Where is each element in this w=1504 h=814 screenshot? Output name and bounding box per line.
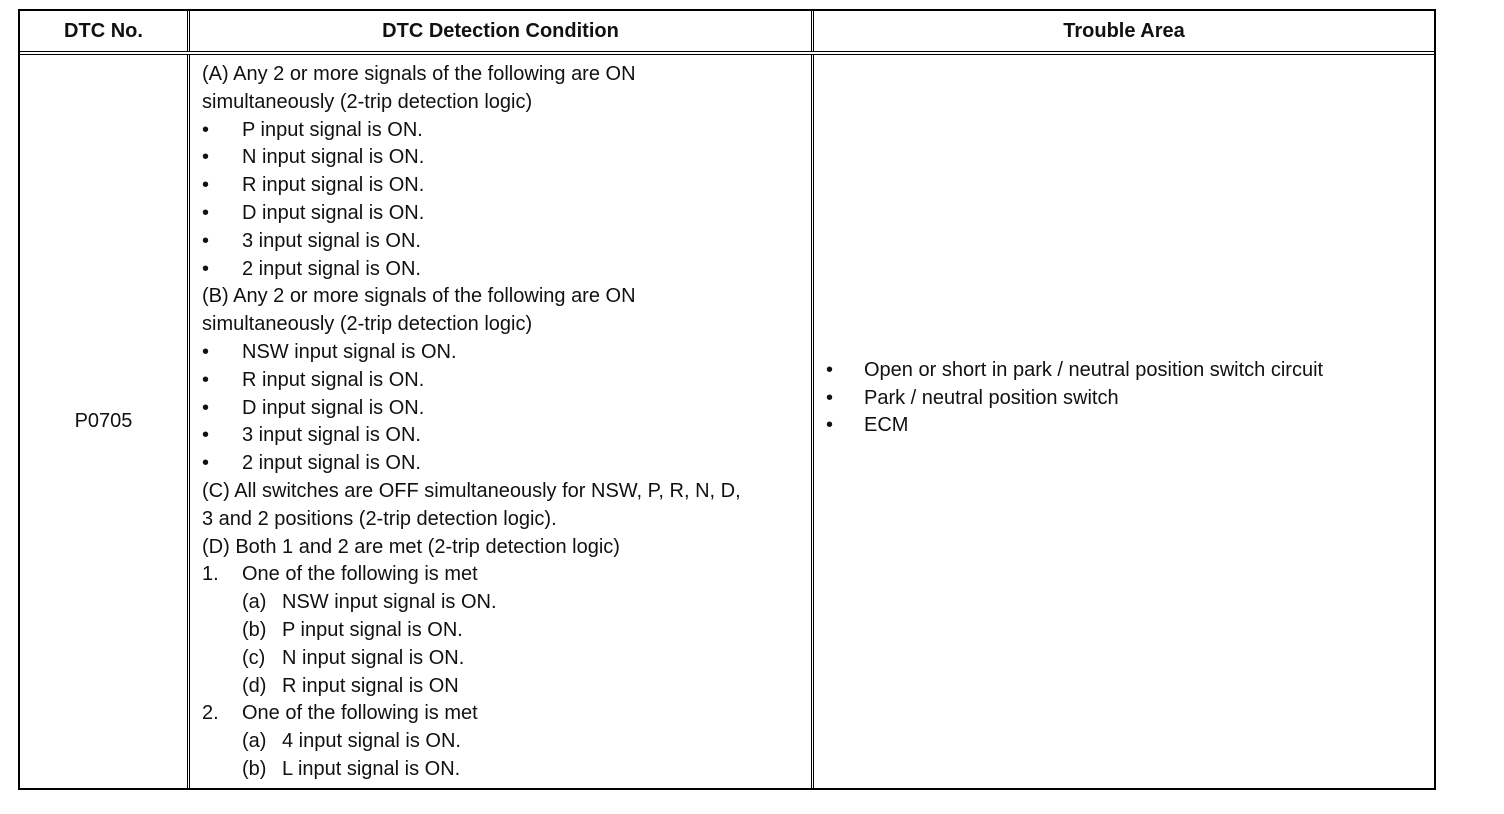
condition-c: (C) All switches are OFF simultaneously for NSW, P, R, N, D, [202, 479, 741, 502]
table-header [20, 11, 1434, 55]
dtc-table [18, 9, 1436, 790]
condition-b-intro: (B) Any 2 or more signals of the following are ON [202, 285, 636, 308]
bullet-icon: • [826, 358, 834, 381]
list-item: • 2 input signal is ON. [202, 450, 811, 478]
list-item: (c) N input signal is ON. [242, 646, 465, 669]
list-item: (a) NSW input signal is ON. [242, 591, 497, 614]
bullet-icon: • [826, 386, 834, 409]
bullet-icon: • [202, 118, 210, 141]
bullet-icon: • [202, 257, 210, 280]
list-item: • P input signal is ON. [202, 117, 811, 145]
condition-d1: 1. One of the following is met [202, 563, 478, 586]
list-item: • R input signal is ON. [202, 367, 811, 395]
list-item: (b) P input signal is ON. [242, 618, 463, 641]
list-item: • 3 input signal is ON. [202, 228, 811, 256]
bullet-icon: • [202, 174, 210, 197]
list-item: • D input signal is ON. [202, 200, 811, 228]
trouble-list [814, 357, 1323, 440]
list-item: (a) 4 input signal is ON. [242, 730, 461, 753]
list-item: • NSW input signal is ON. [202, 339, 811, 367]
header-dtc-no: DTC No. [20, 11, 190, 51]
condition-a-intro-cont: simultaneously (2-trip detection logic) [202, 90, 533, 113]
header-trouble-area: Trouble Area [1063, 19, 1185, 42]
list-item: • 2 input signal is ON. [202, 256, 811, 284]
bullet-icon: • [202, 146, 210, 169]
list-item: (b) L input signal is ON. [242, 757, 461, 780]
bullet-icon: • [202, 340, 210, 363]
bullet-icon: • [202, 368, 210, 391]
header-detection-condition: DTC Detection Condition [190, 11, 814, 51]
table-row [20, 55, 1434, 790]
condition-d2: 2. One of the following is met [202, 702, 478, 725]
detection-condition-cell [190, 55, 814, 788]
condition-b-intro-cont: simultaneously (2-trip detection logic) [202, 313, 533, 336]
list-item: • R input signal is ON. [202, 172, 811, 200]
list-item: • ECM [826, 412, 1323, 440]
list-item: • D input signal is ON. [202, 395, 811, 423]
bullet-icon: • [202, 229, 210, 252]
list-item: • N input signal is ON. [202, 144, 811, 172]
list-item: (d) R input signal is ON [242, 674, 459, 697]
bullet-icon: • [202, 452, 210, 475]
condition-a-intro: (A) Any 2 or more signals of the following are ON [202, 63, 636, 85]
bullet-icon: • [202, 201, 210, 224]
bullet-icon: • [826, 414, 834, 437]
trouble-area-cell [814, 55, 1434, 788]
condition-c-cont: 3 and 2 positions (2-trip detection logic). [202, 507, 557, 530]
dtc-code: P0705 [20, 55, 190, 788]
list-item: • 3 input signal is ON. [202, 422, 811, 450]
bullet-icon: • [202, 396, 210, 419]
list-item: • Open or short in park / neutral position switch circuit [826, 357, 1323, 385]
bullet-icon: • [202, 424, 210, 447]
list-item: • Park / neutral position switch [826, 385, 1323, 413]
condition-d: (D) Both 1 and 2 are met (2-trip detection logic) [202, 535, 620, 558]
